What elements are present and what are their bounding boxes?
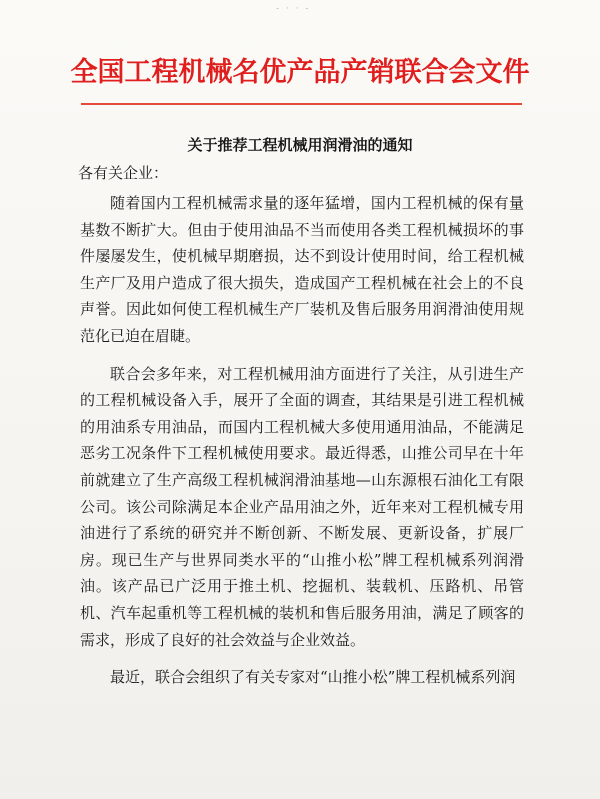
header-divider bbox=[81, 103, 522, 105]
body-paragraph-3: 最近，联合会组织了有关专家对“山推小松”牌工程机械系列润 bbox=[110, 668, 516, 687]
notice-title: 关于推荐工程机械用润滑油的通知 bbox=[187, 136, 413, 154]
notice-body bbox=[80, 190, 524, 702]
salutation: 各有关企业： bbox=[78, 164, 169, 182]
document-header-title: 全国工程机械名优产品产销联合会文件 bbox=[70, 57, 530, 88]
body-paragraph-1: 随着国内工程机械需求量的逐年猛增，国内工程机械的保有量基数不断扩大。但由于使用油品不当而使用各类工程机械损坏的事件屡屡发生，使机械早期磨损，达不到设计使用时间，给工程机械生产厂及用户造成了很大损失，造成国产工程机械在社会上的不良声誉。因此如何使工程机械生产厂装机及售后服务用润滑油使用规范化已迫在眉睫。 bbox=[80, 194, 524, 345]
body-paragraph-2: 联合会多年来，对工程机械用油方面进行了关注，从引进生产的工程机械设备入手，展开了全面的调查，其结果是引进工程机械的用油系专用油品，而国内工程机械大多使用通用油品，不能满足恶劣工况条件下工程机械使用要求。最近得悉，山推公司早在十年前就建立了生产高级工程机械润滑油基地—山东源根石油化工有限公司。该公司除满足本企业产品用油之外，近年来对工程机械专用油进行了系统的研究并不断创新、不断发展、更新设备，扩展厂房。现已生产与世界同类水平的“山推小松”牌工程机械系列润滑油。该产品已广泛用于推土机、挖掘机、装载机、压路机、吊管机、汽车起重机等工程机械的装机和售后服务用油，满足了顾客的需求，形成了良好的社会效益与企业效益。 bbox=[80, 364, 524, 649]
scan-mark: - · · - bbox=[276, 4, 311, 14]
